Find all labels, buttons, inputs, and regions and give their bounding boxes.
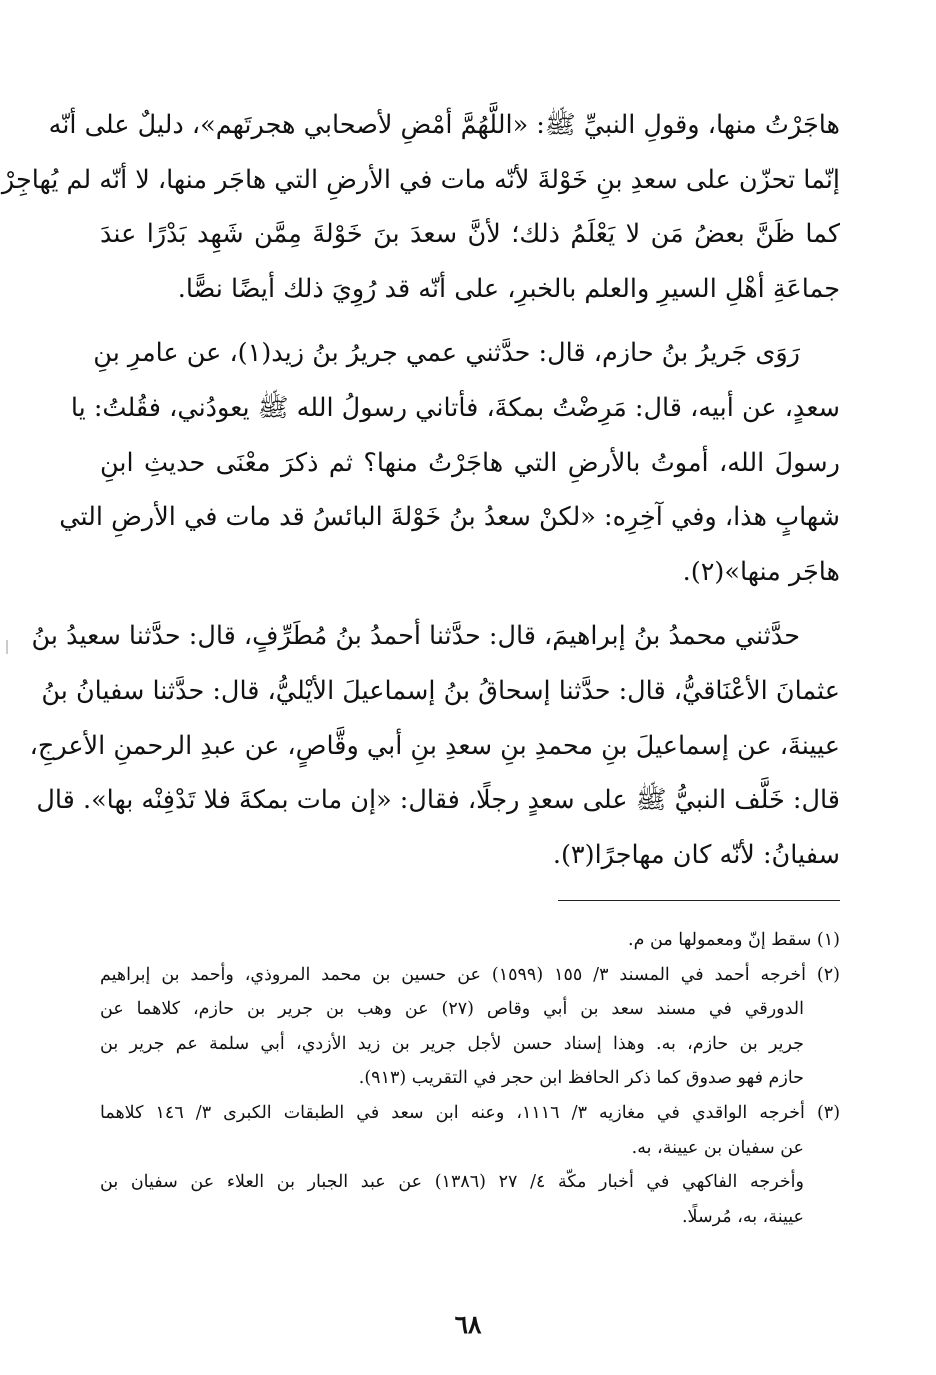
footnote-line: وأخرجه الفاكهي في أخبار مكّة ٤/ ٢٧ (١٣٨٦) عن عبد الجبار بن العلاء عن سفيان بن xyxy=(100,1172,804,1193)
footnote-line: الدورقي في مسند سعد بن أبي وقاص (٢٧) عن وهب بن جرير بن حازم، كلاهما عن xyxy=(100,999,804,1020)
footnote-line: عيينة، به، مُرسلًا. xyxy=(681,1206,804,1227)
footnote-line: حازم فهو صدوق كما ذكر الحافظ ابن حجر في التقريب (٩١٣). xyxy=(358,1068,804,1089)
text-line: قال: خَلَّف النبيُّ ﷺ على سعدٍ رجلًا، فقال: «إن مات بمكةَ فلا تَدْفِنْه بها». قال xyxy=(36,785,840,816)
text-line: سفيانُ: لأنّه كان مهاجرًا(٣). xyxy=(552,839,840,870)
text-line: عثمانَ الأعْنَاقيُّ، قال: حدَّثنا إسحاقُ بنُ إسماعيلَ الأيْليُّ، قال: حدَّثنا سفيانُ بنُ xyxy=(41,675,840,706)
text-line: كما ظَنَّ بعضُ مَن لا يَعْلَمُ ذلك؛ لأنَّ سعدَ بنَ خَوْلةَ مِمَّن شَهِد بَدْرًا عندَ xyxy=(100,219,840,250)
text-line: رَوَى جَريرُ بنُ حازم، قال: حدَّثني عمي جريرُ بنُ زيد(١)، عن عامرِ بنِ xyxy=(93,338,800,369)
margin-mark xyxy=(6,640,8,654)
page-number: ٦٨ xyxy=(454,1310,482,1339)
footnote-line: (٣) أخرجه الواقدي في مغازيه ٣/ ١١١٦، وعنه ابن سعد في الطبقات الكبرى ٣/ ١٤٦ كلاهما xyxy=(100,1102,841,1123)
text-line: حدَّثني محمدُ بنُ إبراهيمَ، قال: حدَّثنا أحمدُ بنُ مُطَرِّفٍ، قال: حدَّثنا سعيدُ بنُ xyxy=(31,621,800,652)
paragraph-gap xyxy=(100,316,840,326)
footnote-line: (١) سقط إنّ ومعمولها من م. xyxy=(628,930,840,950)
footnote-separator xyxy=(558,900,840,901)
text-line: هاجَر منها»(٢). xyxy=(682,556,840,587)
footnotes xyxy=(100,923,840,1234)
text-line: رسولَ الله، أموتُ بالأرضِ التي هاجَرْتُ منها؟ ثم ذكرَ معْنَى حديثِ ابنِ xyxy=(100,447,840,478)
footnote-line: عن سفيان بن عيينة، به. xyxy=(631,1137,804,1158)
text-line: إنّما تحزّن على سعدِ بنِ خَوْلةَ لأنّه مات في الأرضِ التي هاجَر منها، لا أنّه لم يُهاجِرْ xyxy=(1,164,840,195)
text-line: شهابٍ هذا، وفي آخِرِه: «لكنْ سعدُ بنُ خَوْلةَ البائسُ قد مات في الأرضِ التي xyxy=(59,502,840,533)
footnote-line: جرير بن حازم، به. وهذا إسناد حسن لأجل جرير بن زيد الأزدي، أبي سلمة عم جرير بن xyxy=(100,1033,804,1054)
text-line: عيينةَ، عن إسماعيلَ بنِ محمدِ بنِ سعدِ بنِ أبي وقَّاصٍ، عن عبدِ الرحمنِ الأعرجِ، xyxy=(29,730,840,761)
paragraph-gap xyxy=(100,599,840,609)
main-text xyxy=(1,98,840,882)
text-line: هاجَرْتُ منها، وقولِ النبيِّ ﷺ: «اللَّهُمَّ أمْضِ لأصحابي هجرتَهم»، دليلٌ على أنّه xyxy=(48,110,840,140)
text-line: سعدٍ، عن أبيه، قال: مَرِضْتُ بمكةَ، فأتاني رسولُ الله ﷺ يعودُني، فقُلتُ: يا xyxy=(70,392,840,423)
text-line: جماعَةِ أهْلِ السيرِ والعلم بالخبرِ، على أنّه قد رُوِيَ ذلك أيضًا نصًّا. xyxy=(177,273,840,304)
footnote-line: (٢) أخرجه أحمد في المسند ٣/ ١٥٥ (١٥٩٩) عن حسين بن محمد المروذي، وأحمد بن إبراهيم xyxy=(100,964,840,985)
